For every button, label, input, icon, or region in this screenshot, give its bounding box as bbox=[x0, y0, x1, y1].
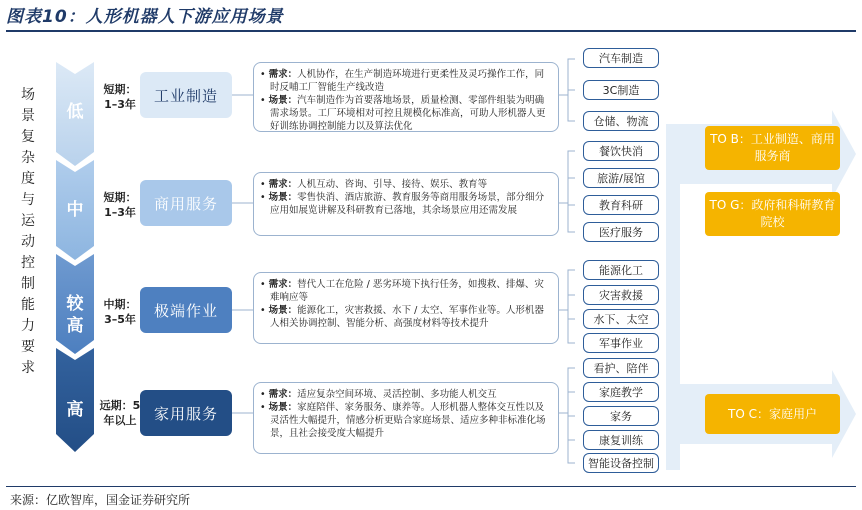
desc-need-household: • 需求：适应复杂空间环境、灵活控制、多功能人机交互 bbox=[260, 389, 497, 400]
desc-scene-text: 汽车制造作为首要落地场景，质量检测、零部件组装为明确需求场景。工厂环境相对可控且规模化标准高，可助人形机器人更好训练协调控制能力以及算法优化 bbox=[270, 95, 546, 132]
desc-need-commercial: • 需求：人机互动、咨询、引导、接待、娱乐、教育等 bbox=[260, 179, 488, 190]
desc-scene-text: 家庭陪伴、家务服务、康养等。人形机器人整体交互性以及灵活性大幅提升，情感分析更贴合家庭场景、适应多种非标准化场景，且社会接受度大幅提升 bbox=[270, 402, 546, 439]
term-label-commercial: 短期：1–3年 bbox=[103, 191, 137, 219]
level-label-mid: 中 bbox=[66, 200, 84, 220]
scene-box-commercial: 商用服务 bbox=[140, 180, 232, 226]
desc-scene-industrial: • 场景：汽车制造作为首要落地场景，质量检测、零部件组装为明确需求场景。工厂环境相对可控且规模化标准高，可助人形机器人更好训练协调控制能力以及算法优化 bbox=[260, 95, 546, 132]
tag-medical: 医疗服务 bbox=[583, 222, 659, 242]
level-label-higher-text: 较高 bbox=[66, 294, 84, 336]
desc-need-text: 人机协作，在生产制造环境进行更柔性及灵巧操作工作，同时反哺工厂智能生产线改造 bbox=[270, 69, 545, 93]
source-note: 来源：亿欧智库，国金证券研究所 bbox=[10, 493, 191, 507]
tag-tourism: 旅游/展馆 bbox=[583, 168, 659, 188]
desc-box-household bbox=[253, 382, 559, 454]
tag-home-teaching: 家庭教学 bbox=[583, 382, 659, 402]
target-to-b: TO B：工业制造、商用服务商 bbox=[705, 126, 840, 170]
term-label-extreme: 中期：3–5年 bbox=[103, 298, 137, 326]
bottom-rule bbox=[6, 486, 856, 487]
tag-3c: 3C制造 bbox=[583, 80, 659, 100]
desc-box-commercial bbox=[253, 172, 559, 236]
term-label-household: 远期：5年以上 bbox=[99, 399, 141, 427]
desc-need-extreme: • 需求：替代人工在危险 / 恶劣环境下执行任务，如搜救、排爆、灾难响应等 bbox=[260, 279, 544, 303]
tag-education: 教育科研 bbox=[583, 195, 659, 215]
tag-military: 军事作业 bbox=[583, 333, 659, 353]
tag-catering: 餐饮快消 bbox=[583, 141, 659, 161]
desc-box-industrial bbox=[253, 62, 559, 132]
tag-energy: 能源化工 bbox=[583, 260, 659, 280]
level-label-higher bbox=[56, 293, 94, 338]
desc-scene-extreme: • 场景：能源化工，灾害救援、水下 / 太空、军事作业等。人形机器人相关协调控制、智能分析、高强度材料等技术提升 bbox=[260, 305, 544, 329]
desc-scene-key: 场景： bbox=[268, 95, 298, 106]
desc-need-key: 需求： bbox=[268, 179, 298, 190]
desc-scene-key: 场景： bbox=[268, 402, 298, 413]
scene-box-household: 家用服务 bbox=[140, 390, 232, 436]
desc-scene-commercial: • 场景：零售快消、酒店旅游、教育服务等商用服务场景，部分细分应用如展览讲解及科研教育已落地，其余场景应用还需发展 bbox=[260, 192, 545, 216]
desc-scene-text: 能源化工，灾害救援、水下 / 太空、军事作业等。人形机器人相关协调控制、智能分析、高强度材料等技术提升 bbox=[270, 305, 544, 329]
desc-need-key: 需求： bbox=[268, 279, 298, 290]
desc-scene-key: 场景： bbox=[268, 192, 298, 203]
target-to-c: TO C：家庭用户 bbox=[705, 394, 840, 434]
tag-care: 看护、陪伴 bbox=[583, 358, 659, 378]
tag-device-control: 智能设备控制 bbox=[583, 453, 659, 473]
level-label-high: 高 bbox=[66, 400, 84, 420]
tag-housework: 家务 bbox=[583, 406, 659, 426]
desc-need-key: 需求： bbox=[268, 69, 298, 80]
tag-rescue: 灾害救援 bbox=[583, 285, 659, 305]
desc-need-key: 需求： bbox=[268, 389, 298, 400]
scene-box-industrial: 工业制造 bbox=[140, 72, 232, 118]
desc-need-text: 人机互动、咨询、引导、接待、娱乐、教育等 bbox=[297, 179, 488, 190]
desc-need-text: 替代人工在危险 / 恶劣环境下执行任务，如搜救、排爆、灾难响应等 bbox=[270, 279, 544, 303]
desc-need-text: 适应复杂空间环境、灵活控制、多功能人机交互 bbox=[297, 389, 497, 400]
term-label-industrial: 短期：1–3年 bbox=[103, 83, 137, 111]
tag-logistics: 仓储、物流 bbox=[583, 111, 659, 131]
desc-need-industrial: • 需求：人机协作，在生产制造环境进行更柔性及灵巧操作工作，同时反哺工厂智能生产线改造 bbox=[260, 69, 545, 93]
desc-box-extreme bbox=[253, 272, 559, 344]
figure-title: 图表10：人形机器人下游应用场景 bbox=[6, 7, 284, 27]
y-axis-label: 场景复杂度与运动控制能力要求 bbox=[21, 87, 35, 376]
tag-rehab: 康复训练 bbox=[583, 430, 659, 450]
tag-automotive: 汽车制造 bbox=[583, 48, 659, 68]
level-label-low: 低 bbox=[66, 102, 84, 122]
desc-scene-household: • 场景：家庭陪伴、家务服务、康养等。人形机器人整体交互性以及灵活性大幅提升，情感分析更贴合家庭场景、适应多种非标准化场景，且社会接受度大幅提升 bbox=[260, 402, 546, 439]
scene-box-extreme: 极端作业 bbox=[140, 287, 232, 333]
desc-scene-key: 场景： bbox=[268, 305, 298, 316]
desc-scene-text: 零售快消、酒店旅游、教育服务等商用服务场景，部分细分应用如展览讲解及科研教育已落地，其余场景应用还需发展 bbox=[270, 192, 545, 216]
tag-underwater: 水下、太空 bbox=[583, 309, 659, 329]
target-to-g: TO G：政府和科研教育院校 bbox=[705, 192, 840, 236]
